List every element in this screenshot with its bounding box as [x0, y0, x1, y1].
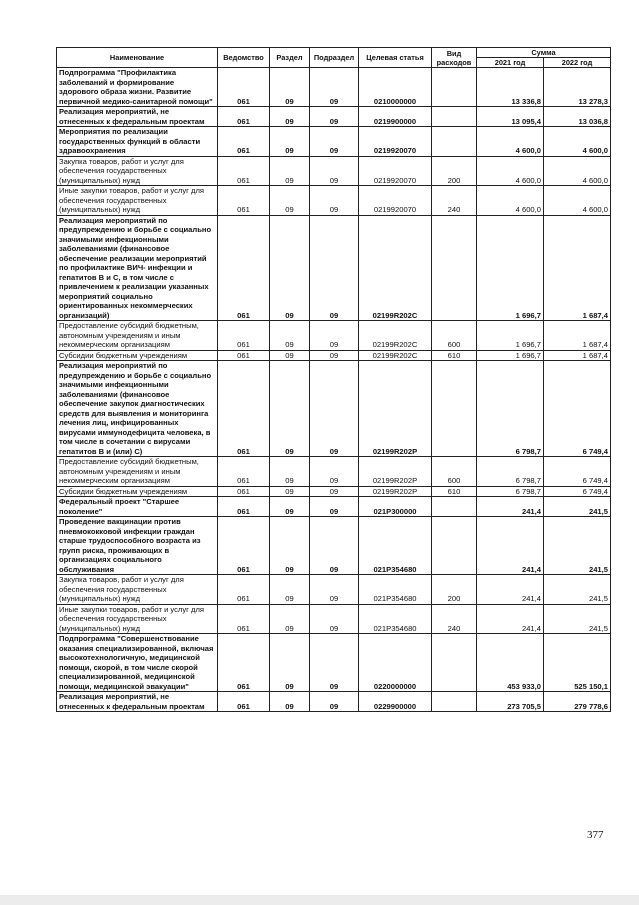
table-row: [57, 497, 611, 517]
row-sum-2021-cell: 6 798,7: [477, 361, 544, 457]
row-sum-2021-cell: 453 933,0: [477, 634, 544, 692]
row-celevaya-statya-cell: 02199R202C: [359, 215, 432, 321]
row-vedomstvo-cell: 061: [218, 497, 270, 517]
row-vid-raskhodov-cell: [432, 215, 477, 321]
row-vedomstvo-cell: 061: [218, 156, 270, 186]
row-celevaya-statya-cell: 0229900000: [359, 692, 432, 712]
table-row: [57, 68, 611, 107]
row-celevaya-statya-cell: 02199R202C: [359, 350, 432, 361]
row-vid-raskhodov-cell: [432, 634, 477, 692]
row-sum-2022-cell: 6 749,4: [544, 486, 611, 497]
row-celevaya-statya-cell: 02199R202P: [359, 457, 432, 487]
row-name-cell: Подпрограмма "Профилактика заболеваний и формирование здорового образа жизни. Развитие первичной медико-санитарной помощи": [57, 68, 218, 107]
row-podrazdel-cell: 09: [310, 156, 359, 186]
table-row: [57, 186, 611, 216]
row-celevaya-statya-cell: 02199R202P: [359, 361, 432, 457]
row-vid-raskhodov-cell: [432, 127, 477, 157]
row-sum-2022-cell: 13 278,3: [544, 68, 611, 107]
row-sum-2022-cell: 241,5: [544, 497, 611, 517]
header-vid-raskhodov: Вид расходов: [432, 48, 477, 68]
row-podrazdel-cell: 09: [310, 497, 359, 517]
row-sum-2022-cell: 6 749,4: [544, 361, 611, 457]
page-number: 377: [587, 829, 604, 841]
header-vedomstvo: Ведомство: [218, 48, 270, 68]
row-podrazdel-cell: 09: [310, 361, 359, 457]
table-row: [57, 634, 611, 692]
row-vid-raskhodov-cell: 200: [432, 575, 477, 605]
scan-edge: [0, 895, 639, 905]
row-vedomstvo-cell: 061: [218, 350, 270, 361]
table-row: [57, 361, 611, 457]
row-razdel-cell: 09: [270, 361, 310, 457]
row-vedomstvo-cell: 061: [218, 186, 270, 216]
table-row: [57, 215, 611, 321]
row-name-cell: Проведение вакцинации против пневмококковой инфекции граждан старше трудоспособного возраста из групп риска, проживающих в организациях социального обслуживания: [57, 517, 218, 575]
row-razdel-cell: 09: [270, 604, 310, 634]
row-sum-2022-cell: 4 600,0: [544, 186, 611, 216]
row-vedomstvo-cell: 061: [218, 107, 270, 127]
row-name-cell: Реализация мероприятий по предупреждению и борьбе с социально значимыми инфекционными заболеваниями (финансовое обеспечение реализации мероприятий по профилактике ВИЧ- инфекции и гепатитов В и С, в том числе с привлечением к реализации указанных мероприятий социально ориентированных некоммерческих организаций): [57, 215, 218, 321]
row-podrazdel-cell: 09: [310, 486, 359, 497]
row-name-cell: Субсидии бюджетным учреждениям: [57, 350, 218, 361]
row-razdel-cell: 09: [270, 127, 310, 157]
row-celevaya-statya-cell: 0219920070: [359, 127, 432, 157]
row-podrazdel-cell: 09: [310, 517, 359, 575]
row-celevaya-statya-cell: 021P354680: [359, 575, 432, 605]
row-name-cell: Мероприятия по реализации государственных функций в области здравоохранения: [57, 127, 218, 157]
row-sum-2021-cell: 13 095,4: [477, 107, 544, 127]
row-sum-2021-cell: 241,4: [477, 575, 544, 605]
row-razdel-cell: 09: [270, 107, 310, 127]
table-row: [57, 604, 611, 634]
row-sum-2021-cell: 6 798,7: [477, 457, 544, 487]
row-razdel-cell: 09: [270, 575, 310, 605]
row-name-cell: Федеральный проект "Старшее поколение": [57, 497, 218, 517]
row-vid-raskhodov-cell: [432, 692, 477, 712]
row-celevaya-statya-cell: 0219920070: [359, 186, 432, 216]
row-podrazdel-cell: 09: [310, 692, 359, 712]
table-header: [57, 48, 611, 68]
row-vedomstvo-cell: 061: [218, 457, 270, 487]
row-sum-2022-cell: 1 687,4: [544, 215, 611, 321]
row-sum-2022-cell: 241,5: [544, 517, 611, 575]
row-podrazdel-cell: 09: [310, 575, 359, 605]
row-sum-2021-cell: 4 600,0: [477, 156, 544, 186]
row-celevaya-statya-cell: 021P300000: [359, 497, 432, 517]
row-podrazdel-cell: 09: [310, 634, 359, 692]
row-sum-2021-cell: 4 600,0: [477, 127, 544, 157]
row-vedomstvo-cell: 061: [218, 215, 270, 321]
row-vedomstvo-cell: 061: [218, 486, 270, 497]
row-vedomstvo-cell: 061: [218, 634, 270, 692]
row-name-cell: Закупка товаров, работ и услуг для обеспечения государственных (муниципальных) нужд: [57, 575, 218, 605]
row-sum-2022-cell: 241,5: [544, 604, 611, 634]
row-vid-raskhodov-cell: [432, 68, 477, 107]
row-name-cell: Реализация мероприятий, не отнесенных к федеральным проектам: [57, 692, 218, 712]
row-podrazdel-cell: 09: [310, 215, 359, 321]
row-name-cell: Реализация мероприятий по предупреждению и борьбе с социально значимыми инфекционными заболеваниями (финансовое обеспечение закупок диагностических средств для выявления и мониторинга лечения лиц, инфицированных вирусами иммунодефицита человека, в том числе в сочетании с вирусами гепатитов В и (или) С): [57, 361, 218, 457]
row-razdel-cell: 09: [270, 517, 310, 575]
row-vedomstvo-cell: 061: [218, 321, 270, 351]
row-vedomstvo-cell: 061: [218, 68, 270, 107]
row-vedomstvo-cell: 061: [218, 575, 270, 605]
row-celevaya-statya-cell: 021P354680: [359, 517, 432, 575]
row-sum-2022-cell: 1 687,4: [544, 350, 611, 361]
table-row: [57, 575, 611, 605]
header-razdel: Раздел: [270, 48, 310, 68]
row-sum-2021-cell: 241,4: [477, 517, 544, 575]
row-sum-2021-cell: 13 336,8: [477, 68, 544, 107]
row-sum-2022-cell: 6 749,4: [544, 457, 611, 487]
row-sum-2022-cell: 525 150,1: [544, 634, 611, 692]
row-razdel-cell: 09: [270, 497, 310, 517]
row-razdel-cell: 09: [270, 321, 310, 351]
header-year-2021: 2021 год: [477, 58, 544, 68]
row-vid-raskhodov-cell: 600: [432, 457, 477, 487]
row-vid-raskhodov-cell: [432, 107, 477, 127]
row-celevaya-statya-cell: 0219900000: [359, 107, 432, 127]
row-sum-2021-cell: 1 696,7: [477, 350, 544, 361]
row-vid-raskhodov-cell: [432, 497, 477, 517]
table-body: [57, 68, 611, 712]
row-sum-2021-cell: 4 600,0: [477, 186, 544, 216]
row-sum-2021-cell: 6 798,7: [477, 486, 544, 497]
row-name-cell: Закупка товаров, работ и услуг для обеспечения государственных (муниципальных) нужд: [57, 156, 218, 186]
row-sum-2021-cell: 1 696,7: [477, 215, 544, 321]
row-vid-raskhodov-cell: 200: [432, 156, 477, 186]
row-podrazdel-cell: 09: [310, 107, 359, 127]
row-sum-2022-cell: 13 036,8: [544, 107, 611, 127]
row-vid-raskhodov-cell: 610: [432, 350, 477, 361]
row-podrazdel-cell: 09: [310, 68, 359, 107]
row-razdel-cell: 09: [270, 350, 310, 361]
table-row: [57, 127, 611, 157]
row-podrazdel-cell: 09: [310, 457, 359, 487]
table-row: [57, 692, 611, 712]
row-name-cell: Субсидии бюджетным учреждениям: [57, 486, 218, 497]
row-celevaya-statya-cell: 021P354680: [359, 604, 432, 634]
row-vedomstvo-cell: 061: [218, 127, 270, 157]
table-row: [57, 350, 611, 361]
row-name-cell: Реализация мероприятий, не отнесенных к федеральным проектам: [57, 107, 218, 127]
row-razdel-cell: 09: [270, 457, 310, 487]
row-vid-raskhodov-cell: [432, 361, 477, 457]
row-celevaya-statya-cell: 0220000000: [359, 634, 432, 692]
row-vid-raskhodov-cell: 600: [432, 321, 477, 351]
header-celevaya-statya: Целевая статья: [359, 48, 432, 68]
row-sum-2021-cell: 273 705,5: [477, 692, 544, 712]
header-podrazdel: Подраздел: [310, 48, 359, 68]
row-vid-raskhodov-cell: 240: [432, 186, 477, 216]
row-name-cell: Предоставление субсидий бюджетным, автономным учреждениям и иным некоммерческим организациям: [57, 321, 218, 351]
table-row: [57, 457, 611, 487]
budget-table: [56, 47, 611, 712]
row-vedomstvo-cell: 061: [218, 604, 270, 634]
table-row: [57, 107, 611, 127]
row-razdel-cell: 09: [270, 486, 310, 497]
row-sum-2022-cell: 4 600,0: [544, 156, 611, 186]
row-name-cell: Подпрограмма "Совершенствование оказания специализированной, включая высокотехнологичную, медицинской помощи, скорой, в том числе скорой специализированной, медицинской помощи, медицинской эвакуации": [57, 634, 218, 692]
row-podrazdel-cell: 09: [310, 321, 359, 351]
row-sum-2022-cell: 279 778,6: [544, 692, 611, 712]
row-sum-2022-cell: 1 687,4: [544, 321, 611, 351]
table-row: [57, 321, 611, 351]
row-celevaya-statya-cell: 0219920070: [359, 156, 432, 186]
header-summa: Сумма: [477, 48, 611, 58]
row-razdel-cell: 09: [270, 68, 310, 107]
row-sum-2021-cell: 1 696,7: [477, 321, 544, 351]
header-year-2022: 2022 год: [544, 58, 611, 68]
table-row: [57, 156, 611, 186]
row-razdel-cell: 09: [270, 186, 310, 216]
header-name: Наименование: [57, 48, 218, 68]
row-podrazdel-cell: 09: [310, 604, 359, 634]
row-podrazdel-cell: 09: [310, 186, 359, 216]
row-razdel-cell: 09: [270, 692, 310, 712]
row-razdel-cell: 09: [270, 634, 310, 692]
row-celevaya-statya-cell: 02199R202P: [359, 486, 432, 497]
row-razdel-cell: 09: [270, 215, 310, 321]
row-name-cell: Иные закупки товаров, работ и услуг для обеспечения государственных (муниципальных) нужд: [57, 186, 218, 216]
row-vid-raskhodov-cell: 610: [432, 486, 477, 497]
row-name-cell: Предоставление субсидий бюджетным, автономным учреждениям и иным некоммерческим организациям: [57, 457, 218, 487]
row-celevaya-statya-cell: 0210000000: [359, 68, 432, 107]
row-vid-raskhodov-cell: [432, 517, 477, 575]
row-vedomstvo-cell: 061: [218, 361, 270, 457]
row-celevaya-statya-cell: 02199R202C: [359, 321, 432, 351]
row-sum-2022-cell: 4 600,0: [544, 127, 611, 157]
table-row: [57, 517, 611, 575]
row-razdel-cell: 09: [270, 156, 310, 186]
row-sum-2021-cell: 241,4: [477, 497, 544, 517]
row-podrazdel-cell: 09: [310, 350, 359, 361]
row-name-cell: Иные закупки товаров, работ и услуг для обеспечения государственных (муниципальных) нужд: [57, 604, 218, 634]
row-vid-raskhodov-cell: 240: [432, 604, 477, 634]
table-row: [57, 486, 611, 497]
row-sum-2021-cell: 241,4: [477, 604, 544, 634]
row-vedomstvo-cell: 061: [218, 517, 270, 575]
row-sum-2022-cell: 241,5: [544, 575, 611, 605]
row-podrazdel-cell: 09: [310, 127, 359, 157]
row-vedomstvo-cell: 061: [218, 692, 270, 712]
